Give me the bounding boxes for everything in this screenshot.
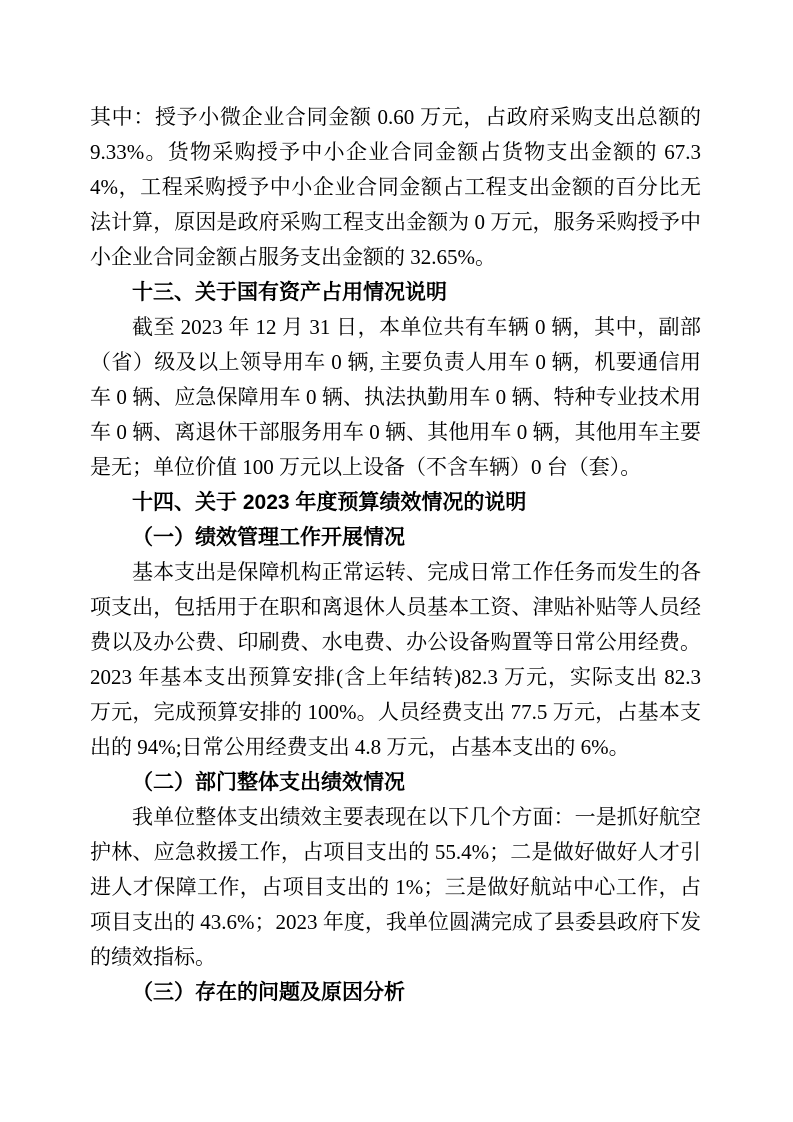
continued-paragraph: 其中：授予小微企业合同金额 0.60 万元，占政府采购支出总额的 9.33%。货物采购授予中小企业合同金额占货物支出金额的 67.34%，工程采购授予中小企业合同金额占工程支出金额的百分比无法计算，原因是政府采购工程支出金额为 0 万元，服务采购授予中小企业合同金额占服务支出金额的 32.65%。 bbox=[90, 105, 701, 269]
paragraph: 我单位整体支出绩效主要表现在以下几个方面：一是抓好航空护林、应急救援工作，占项目支出的 55.4%；二是做好做好人才引进人才保障工作，占项目支出的 1%；三是做好航站中心工作，占项目支出的 43.6%；2023 年度，我单位圆满完成了县委县政府下发的绩效指标。 bbox=[90, 805, 701, 969]
section-heading: 十三、关于国有资产占用情况说明 bbox=[132, 281, 447, 304]
subsection-heading: （一）绩效管理工作开展情况 bbox=[132, 526, 405, 549]
subsection-heading: （三）存在的问题及原因分析 bbox=[132, 981, 405, 1004]
subsection-heading: （二）部门整体支出绩效情况 bbox=[132, 771, 405, 794]
paragraph: 基本支出是保障机构正常运转、完成日常工作任务而发生的各项支出，包括用于在职和离退休人员基本工资、津贴补贴等人员经费以及办公费、印刷费、水电费、办公设备购置等日常公用经费。2023 年基本支出预算安排(含上年结转)82.3 万元，实际支出 82.3 万元，完成预算安排的 100%。人员经费支出 77.5 万元，占基本支出的 94%;日常公用经费支出 4.8 万元，占基本支出的 6%。 bbox=[90, 560, 701, 759]
section-heading: 十四、关于 2023 年度预算绩效情况的说明 bbox=[132, 491, 527, 514]
paragraph: 截至 2023 年 12 月 31 日，本单位共有车辆 0 辆，其中，副部（省）级及以上领导用车 0 辆, 主要负责人用车 0 辆，机要通信用车 0 辆、应急保障用车 0 辆、执法执勤用车 0 辆、特种专业技术用车 0 辆、离退休干部服务用车 0 辆、其他用车 0 辆，其他用车主要是无；单位价值 100 万元以上设备（不含车辆）0 台（套）。 bbox=[90, 315, 701, 479]
document-content bbox=[90, 100, 701, 1010]
